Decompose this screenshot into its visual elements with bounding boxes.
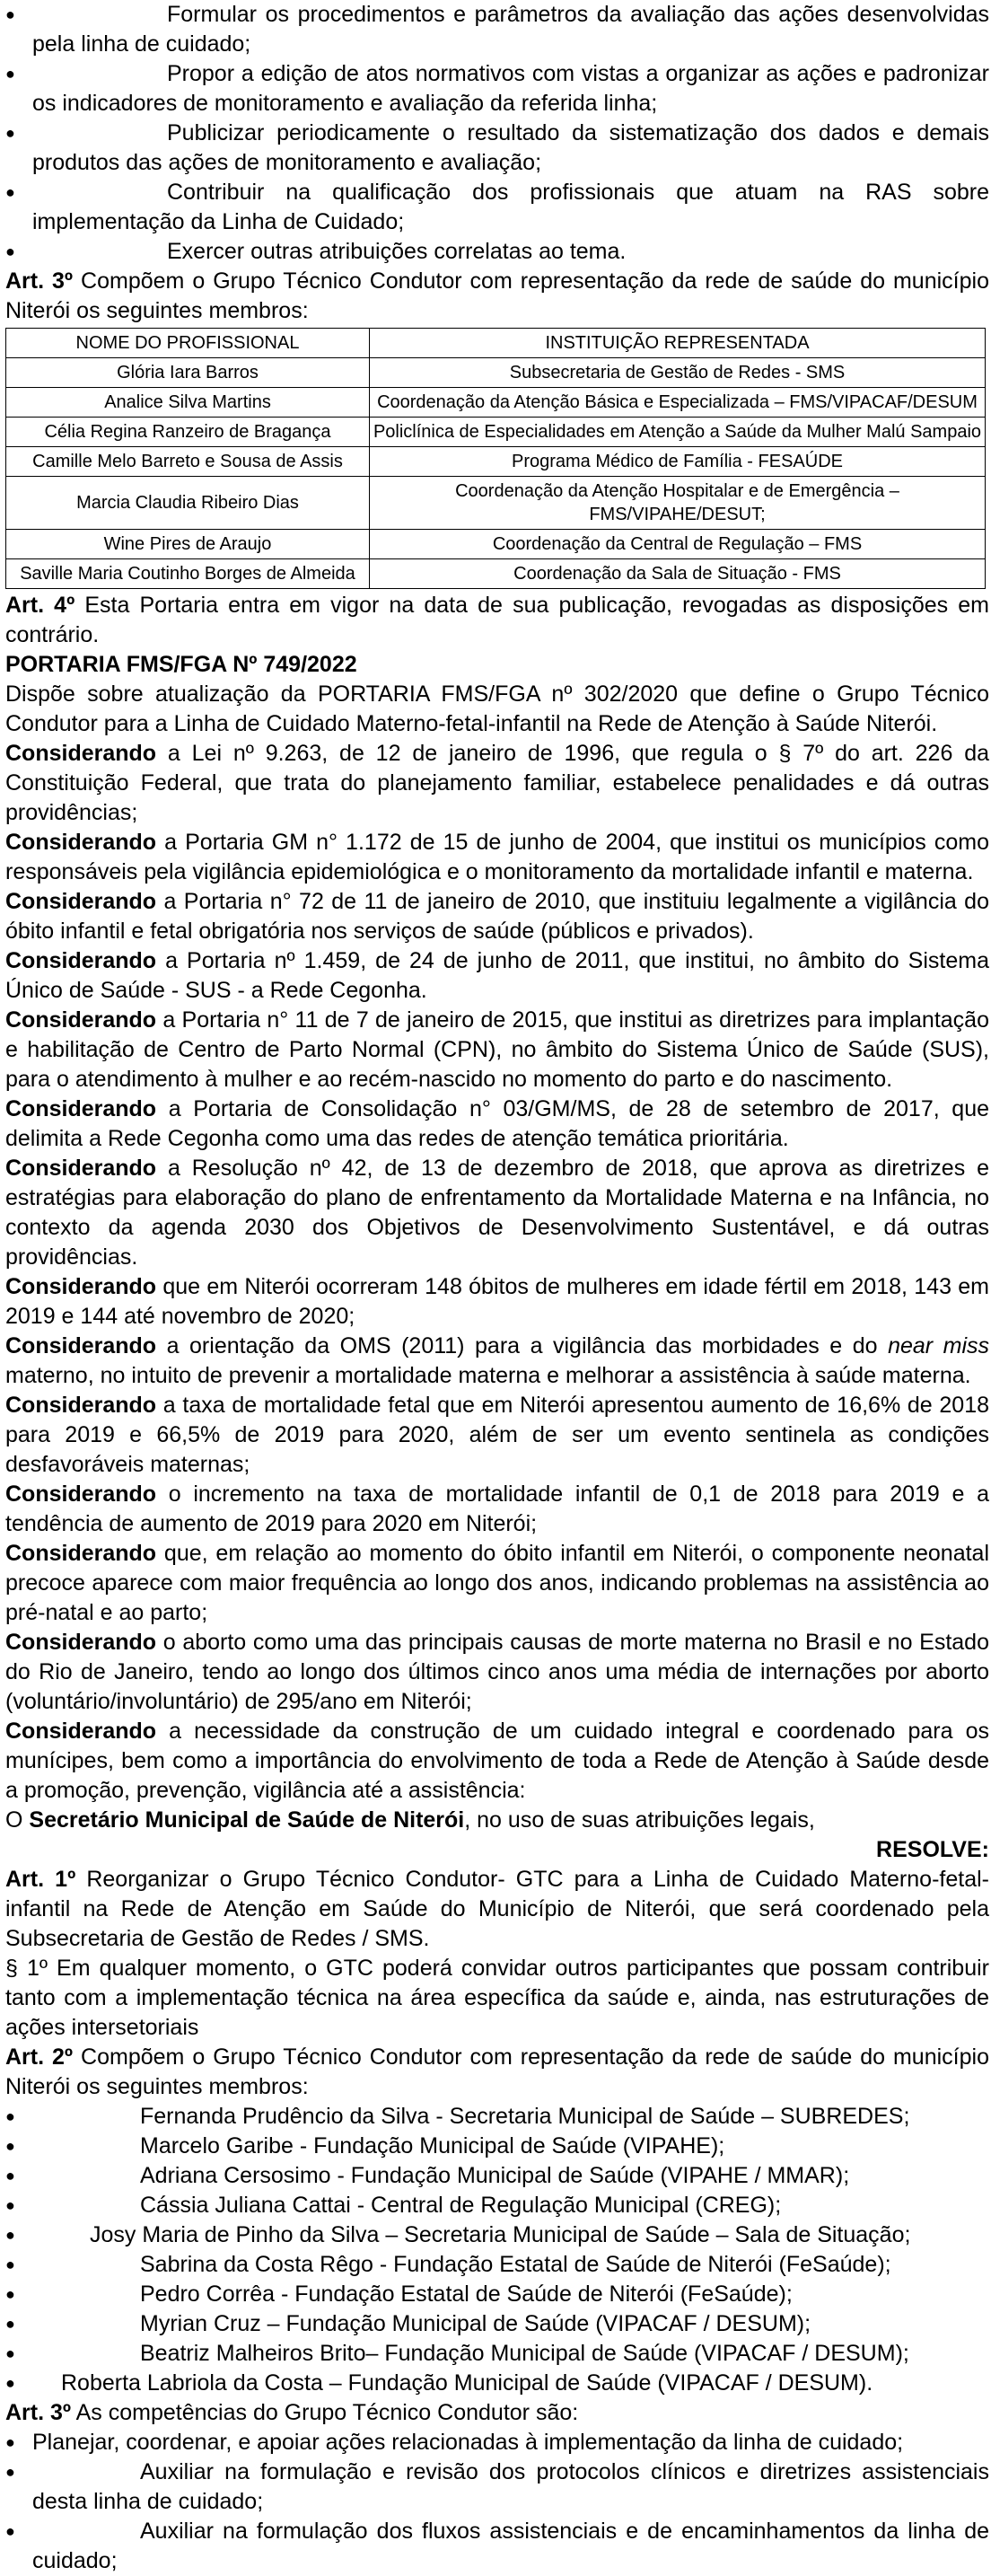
table-cell-name: Saville Maria Coutinho Borges de Almeida — [6, 559, 370, 589]
bullet-icon: ● — [5, 2433, 15, 2451]
list-item — [5, 2428, 989, 2457]
art3b-text: As competências do Grupo Técnico Condutor são: — [75, 2400, 579, 2425]
list-item-content: Cássia Juliana Cattai - Central de Regulação Municipal (CREG); — [140, 2193, 782, 2218]
table-cell-institution: Coordenação da Central de Regulação – FMS — [370, 530, 986, 559]
list-item-text — [32, 2280, 989, 2309]
bullet-icon: ● — [5, 2315, 15, 2333]
bullet-icon: ● — [5, 183, 15, 201]
considerando-paragraph — [5, 1391, 989, 1480]
list-item — [5, 2250, 989, 2280]
table-header-institution: INSTITUIÇÃO REPRESENTADA — [370, 329, 986, 358]
considerando-paragraph — [5, 828, 989, 887]
considerando-text: que, em relação ao momento do óbito infantil em Niterói, o componente neonatal precoce aparece com maior frequência ao longo dos anos, indicando problemas na assistência ao pré-natal e ao parto; — [5, 1541, 989, 1625]
bullet-icon: ● — [5, 2463, 15, 2481]
table-cell-name: Analice Silva Martins — [6, 388, 370, 418]
considerando-label: Considerando — [5, 948, 157, 973]
list-item — [5, 0, 989, 59]
list-item-content: Auxiliar na formulação e revisão dos protocolos clínicos e diretrizes assistenciais desta linha de cuidado; — [32, 2459, 989, 2514]
list-item — [5, 119, 989, 178]
members-list — [5, 2102, 989, 2398]
considerando-text: a Portaria de Consolidação n° 03/GM/MS, de 28 de setembro de 2017, que delimita a Rede Cegonha como uma das redes de atenção temática prioritária. — [5, 1096, 990, 1151]
bullet-icon: ● — [5, 2226, 15, 2244]
list-item — [5, 2132, 989, 2161]
bullet-icon: ● — [5, 242, 15, 260]
considerando-paragraph — [5, 946, 989, 1006]
list-item-content: Josy Maria de Pinho da Silva – Secretaria Municipal de Saúde – Sala de Situação; — [90, 2222, 911, 2247]
considerando-oms — [5, 1332, 989, 1391]
list-item-text — [32, 2517, 989, 2576]
considerando-text: a Lei nº 9.263, de 12 de janeiro de 1996, que regula o § 7º do art. 226 da Constituição Federal, que trata do planejamento familiar, estabelece penalidades e dá outras providências; — [5, 741, 990, 825]
considerando-paragraph — [5, 1006, 989, 1095]
considerando-text: a Portaria n° 72 de 11 de janeiro de 2010, que instituiu legalmente a vigilância do óbito infantil e fetal obrigatória nos serviços de saúde (públicos e privados). — [5, 889, 989, 944]
considerando-text: a Portaria GM n° 1.172 de 15 de junho de 2004, que institui os municípios como responsáveis pela vigilância epidemiológica e o monitoramento da mortalidade infantil e materna. — [5, 830, 989, 884]
considerando-text: a Portaria n° 11 de 7 de janeiro de 2015, que institui as diretrizes para implantação e habilitação de Centro de Parto Normal (CPN), no âmbito do Sistema Único de Saúde (SUS), para o atendimento à mulher e ao recém-nascido no momento do parto e do nascimento. — [5, 1007, 989, 1092]
table-row — [6, 418, 986, 447]
considerando-paragraph — [5, 1272, 989, 1332]
list-item — [5, 59, 989, 119]
considerando-label: Considerando — [5, 1156, 157, 1181]
art3b-paragraph — [5, 2398, 989, 2428]
considerando-label: Considerando — [5, 1630, 157, 1655]
members-table — [5, 328, 986, 589]
considerando-label: Considerando — [5, 1333, 157, 1358]
bullet-icon: ● — [5, 2107, 15, 2125]
considerando-label: Considerando — [5, 1274, 157, 1299]
members-table-body — [6, 329, 986, 589]
bullet-icon: ● — [5, 5, 15, 23]
list-item-content: Marcelo Garibe - Fundação Municipal de Saúde (VIPAHE); — [140, 2133, 725, 2158]
list-item-text — [32, 2220, 989, 2250]
considerando-paragraph — [5, 1717, 989, 1806]
list-item-text — [32, 178, 989, 237]
table-header-name: NOME DO PROFISSIONAL — [6, 329, 370, 358]
considerandos-group-2 — [5, 1391, 989, 1806]
bullet-icon: ● — [5, 2167, 15, 2185]
list-item — [5, 2102, 989, 2132]
considerando-label: Considerando — [5, 1481, 157, 1507]
list-item-text — [32, 237, 989, 267]
considerando-text: a Resolução nº 42, de 13 de dezembro de 2018, que aprova as diretrizes e estratégias para elaboração do plano de enfrentamento da Mortalidade Materna e na Infância, no contexto da agenda 2030 dos Objetivos de Desenvolvimento Sustentável, e dá outras providências. — [5, 1156, 989, 1270]
competencias-list — [5, 2428, 989, 2576]
considerando-paragraph — [5, 1154, 989, 1272]
list-item-content: Planejar, coordenar, e apoiar ações relacionadas à implementação da linha de cuidado; — [32, 2430, 904, 2455]
list-item — [5, 2369, 989, 2398]
list-item-content: Contribuir na qualificação dos profissionais que atuam na RAS sobre implementação da Linha de Cuidado; — [32, 180, 989, 234]
secretario-paragraph — [5, 1806, 989, 1835]
list-item-text — [32, 2132, 989, 2161]
considerando-paragraph — [5, 1539, 989, 1628]
list-item-text — [32, 2457, 989, 2517]
considerando-paragraph — [5, 1095, 989, 1154]
list-item-content: Formular os procedimentos e parâmetros da avaliação das ações desenvolvidas pela linha de cuidado; — [32, 2, 989, 57]
list-item — [5, 2191, 989, 2220]
top-bullet-list — [5, 0, 989, 267]
table-cell-name: Wine Pires de Araujo — [6, 530, 370, 559]
art2-text: Compõem o Grupo Técnico Condutor com representação da rede de saúde do município Niterói os seguintes membros: — [5, 2044, 989, 2099]
considerando-label: Considerando — [5, 889, 157, 914]
table-header-row — [6, 329, 986, 358]
list-item — [5, 2161, 989, 2191]
bullet-icon: ● — [5, 2522, 15, 2540]
list-item-text — [32, 2369, 989, 2398]
oms-after: materno, no intuito de prevenir a mortalidade materna e melhorar a assistência à saúde materna. — [5, 1363, 971, 1388]
art3b-label: Art. 3º — [5, 2400, 72, 2425]
list-item-text — [32, 2428, 989, 2457]
art3-label: Art. 3º — [5, 268, 74, 294]
table-cell-institution: Policlínica de Especialidades em Atenção a Saúde da Mulher Malú Sampaio — [370, 418, 986, 447]
list-item-content: Fernanda Prudêncio da Silva - Secretaria Municipal de Saúde – SUBREDES; — [140, 2104, 910, 2129]
table-cell-institution: Subsecretaria de Gestão de Redes - SMS — [370, 358, 986, 388]
oms-before: a orientação da OMS (2011) para a vigilância das morbidades e do — [166, 1333, 878, 1358]
considerando-paragraph — [5, 739, 989, 828]
table-cell-name: Marcia Claudia Ribeiro Dias — [6, 477, 370, 530]
list-item — [5, 2517, 989, 2576]
considerando-text: o aborto como uma das principais causas de morte materna no Brasil e no Estado do Rio de Janeiro, tendo ao longo dos últimos cinco anos uma média de internações por aborto (voluntário/involuntário) de 295/ano em Niterói; — [5, 1630, 989, 1714]
table-cell-institution: Coordenação da Sala de Situação - FMS — [370, 559, 986, 589]
bullet-icon: ● — [5, 2374, 15, 2392]
art1-label: Art. 1º — [5, 1867, 76, 1892]
list-item-content: Propor a edição de atos normativos com vistas a organizar as ações e padronizar os indicadores de monitoramento e avaliação da referida linha; — [32, 61, 989, 116]
bullet-icon: ● — [5, 2137, 15, 2155]
list-item-text — [32, 2191, 989, 2220]
bullet-icon: ● — [5, 65, 15, 83]
art1-paragraph — [5, 1865, 989, 1954]
considerando-label: Considerando — [5, 1541, 157, 1566]
considerando-paragraph — [5, 887, 989, 946]
list-item-text — [32, 2161, 989, 2191]
considerando-label: Considerando — [5, 1719, 157, 1744]
considerando-text: a taxa de mortalidade fetal que em Niterói apresentou aumento de 16,6% de 2018 para 2019 e 66,5% de 2019 para 2020, além de ser um evento sentinela as condições desfavoráveis maternas; — [5, 1393, 990, 1477]
secretario-before: O — [5, 1807, 23, 1833]
table-cell-name: Célia Regina Ranzeiro de Bragança — [6, 418, 370, 447]
list-item-text — [32, 2309, 989, 2339]
list-item-content: Adriana Cersosimo - Fundação Municipal de Saúde (VIPAHE / MMAR); — [140, 2163, 850, 2188]
bullet-icon: ● — [5, 2255, 15, 2273]
list-item-content: Myrian Cruz – Fundação Municipal de Saúde (VIPACAF / DESUM); — [140, 2311, 811, 2336]
table-cell-name: Glória Iara Barros — [6, 358, 370, 388]
art3-paragraph — [5, 267, 989, 326]
considerandos-group-1 — [5, 739, 989, 1332]
art2-paragraph — [5, 2043, 989, 2102]
list-item — [5, 2339, 989, 2369]
art4-text: Esta Portaria entra em vigor na data de sua publicação, revogadas as disposições em contrário. — [5, 593, 989, 647]
list-item-content: Beatriz Malheiros Brito– Fundação Municipal de Saúde (VIPACAF / DESUM); — [140, 2341, 909, 2366]
table-row — [6, 358, 986, 388]
list-item-text — [32, 119, 989, 178]
list-item — [5, 2457, 989, 2517]
list-item-content: Publicizar periodicamente o resultado da sistematização dos dados e demais produtos das ações de monitoramento e avaliação; — [32, 120, 989, 175]
art4-label: Art. 4º — [5, 593, 75, 618]
table-row — [6, 477, 986, 530]
list-item-content: Auxiliar na formulação dos fluxos assistenciais e de encaminhamentos da linha de cuidado; — [32, 2519, 989, 2573]
list-item — [5, 2220, 989, 2250]
list-item — [5, 2280, 989, 2309]
bullet-icon: ● — [5, 124, 15, 142]
bullet-icon: ● — [5, 2196, 15, 2214]
considerando-label: Considerando — [5, 1007, 157, 1033]
considerando-label: Considerando — [5, 1393, 157, 1418]
list-item-text — [32, 59, 989, 119]
considerando-paragraph — [5, 1628, 989, 1717]
bullet-icon: ● — [5, 2285, 15, 2303]
table-cell-name: Camille Melo Barreto e Sousa de Assis — [6, 447, 370, 477]
list-item-text — [32, 0, 989, 59]
art2-label: Art. 2º — [5, 2044, 74, 2070]
considerando-text: a necessidade da construção de um cuidado integral e coordenado para os munícipes, bem como a importância do envolvimento de toda a Rede de Atenção à Saúde desde a promoção, prevenção, vigilância até a assistência: — [5, 1719, 989, 1803]
considerando-label: Considerando — [5, 830, 157, 855]
table-cell-institution: Coordenação da Atenção Hospitalar e de Emergência – FMS/VIPAHE/DESUT; — [370, 477, 986, 530]
bullet-icon: ● — [5, 2344, 15, 2362]
portaria-title: PORTARIA FMS/FGA Nº 749/2022 — [5, 652, 357, 677]
table-row — [6, 559, 986, 589]
considerando-label: Considerando — [5, 1096, 157, 1121]
table-row — [6, 530, 986, 559]
secretario-after: , no uso de suas atribuições legais, — [464, 1807, 815, 1833]
list-item-content: Sabrina da Costa Rêgo - Fundação Estatal de Saúde de Niterói (FeSaúde); — [140, 2252, 891, 2277]
considerando-text: a Portaria nº 1.459, de 24 de junho de 2011, que institui, no âmbito do Sistema Único de Saúde - SUS - a Rede Cegonha. — [5, 948, 989, 1003]
list-item — [5, 2309, 989, 2339]
considerando-paragraph — [5, 1480, 989, 1539]
table-cell-institution: Coordenação da Atenção Básica e Especializada – FMS/VIPACAF/DESUM — [370, 388, 986, 418]
table-row — [6, 447, 986, 477]
art1-text: Reorganizar o Grupo Técnico Condutor- GTC para a Linha de Cuidado Materno-fetal-infantil na Rede de Atenção em Saúde do Município de Niterói, que será coordenado pela Subsecretaria de Gestão de Redes / SMS. — [5, 1867, 989, 1951]
considerando-label: Considerando — [5, 741, 157, 766]
paragraph-1: § 1º Em qualquer momento, o GTC poderá convidar outros participantes que possam contribuir tanto com a implementação técnica na área específica da saúde e, ainda, nas estruturações de ações intersetoriais — [5, 1956, 989, 2040]
list-item — [5, 237, 989, 267]
ementa: Dispõe sobre atualização da PORTARIA FMS/FGA nº 302/2020 que define o Grupo Técnico Condutor para a Linha de Cuidado Materno-fetal-infantil na Rede de Atenção à Saúde Niterói. — [5, 681, 989, 736]
list-item-text — [32, 2339, 989, 2369]
art4-paragraph — [5, 591, 989, 650]
list-item — [5, 178, 989, 237]
list-item-content: Exercer outras atribuições correlatas ao tema. — [167, 239, 627, 264]
table-row — [6, 388, 986, 418]
art3-text: Compõem o Grupo Técnico Condutor com representação da rede de saúde do município Niterói os seguintes membros: — [5, 268, 989, 323]
resolve-heading: RESOLVE: — [876, 1837, 989, 1862]
list-item-text — [32, 2250, 989, 2280]
considerando-text: que em Niterói ocorreram 148 óbitos de mulheres em idade fértil em 2018, 143 em 2019 e 144 até novembro de 2020; — [5, 1274, 989, 1329]
table-cell-institution: Programa Médico de Família - FESAÚDE — [370, 447, 986, 477]
list-item-content: Pedro Corrêa - Fundação Estatal de Saúde de Niterói (FeSaúde); — [140, 2281, 793, 2307]
considerando-text: o incremento na taxa de mortalidade infantil de 0,1 de 2018 para 2019 e a tendência de aumento de 2019 para 2020 em Niterói; — [5, 1481, 989, 1536]
list-item-content: Roberta Labriola da Costa – Fundação Municipal de Saúde (VIPACAF / DESUM). — [61, 2370, 873, 2396]
list-item-text — [32, 2102, 989, 2132]
secretario-bold: Secretário Municipal de Saúde de Niterói — [29, 1807, 465, 1833]
oms-italic: near miss — [888, 1333, 990, 1358]
